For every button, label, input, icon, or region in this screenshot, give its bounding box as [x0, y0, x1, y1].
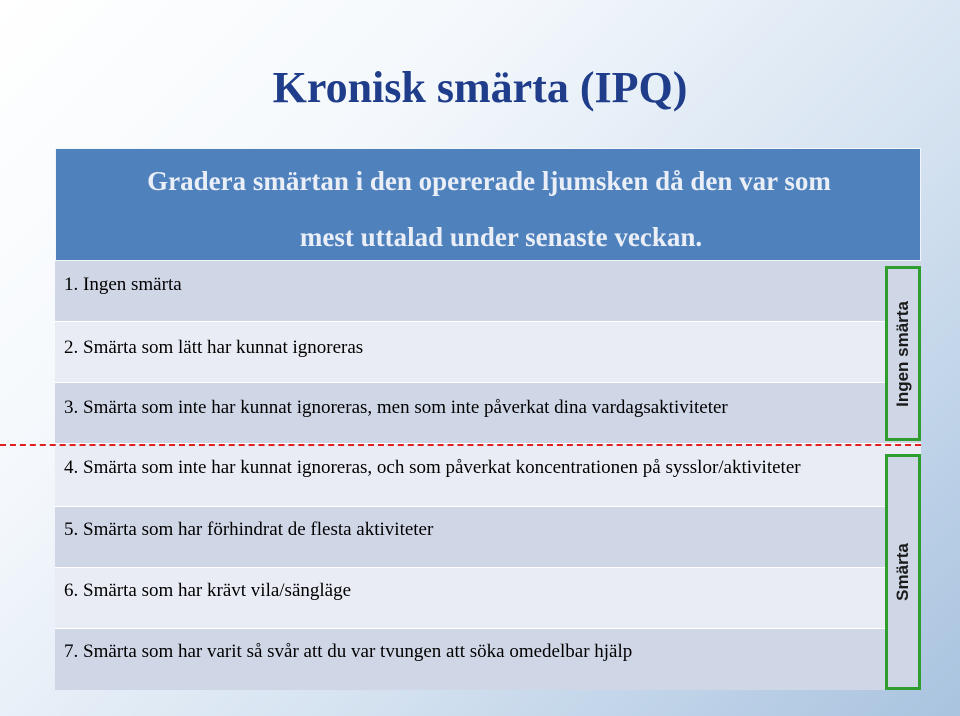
row-label: 2. Smärta som lätt har kunnat ignoreras — [64, 337, 364, 358]
table-row — [55, 507, 921, 568]
header-line-1: Gradera smärtan i den opererade ljumsken då den var som — [147, 166, 831, 196]
group-label-pain: Smärta — [893, 543, 912, 601]
group-divider — [0, 444, 921, 446]
table-row — [55, 568, 921, 629]
table-row — [55, 444, 921, 507]
row-label: 4. Smärta som inte har kunnat ignoreras, och som påverkat koncentrationen på sysslor/aktiviteter — [64, 457, 801, 478]
page-title — [0, 62, 960, 113]
table-row — [55, 322, 921, 383]
group-no-pain — [885, 266, 921, 441]
pain-scale-table — [55, 148, 921, 690]
row-label: 5. Smärta som har förhindrat de flesta aktiviteter — [64, 519, 434, 540]
table-row — [55, 261, 921, 322]
row-label: 1. Ingen smärta — [64, 274, 182, 295]
row-label: 7. Smärta som har varit så svår att du var tvungen att söka omedelbar hjälp — [64, 641, 633, 662]
group-pain — [885, 454, 921, 690]
table-header — [55, 148, 921, 261]
group-label-no-pain: Ingen smärta — [893, 300, 912, 407]
table-row — [55, 383, 921, 444]
table-row — [55, 629, 921, 690]
row-label: 6. Smärta som har krävt vila/sängläge — [64, 580, 352, 601]
row-label: 3. Smärta som inte har kunnat ignoreras, men som inte påverkat dina vardagsaktiviteter — [64, 397, 728, 418]
title-text: Kronisk smärta (IPQ) — [272, 63, 688, 112]
header-line-2: mest uttalad under senaste veckan. — [299, 222, 703, 252]
